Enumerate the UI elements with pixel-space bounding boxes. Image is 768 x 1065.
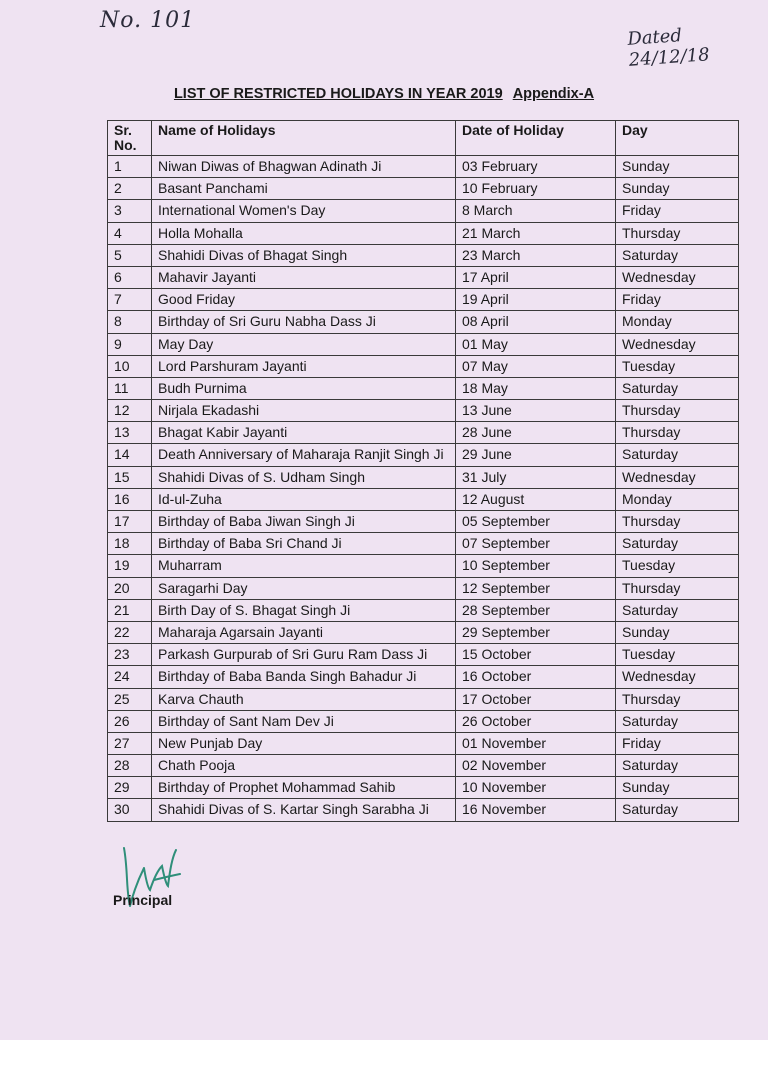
cell-day: Saturday [616, 533, 739, 555]
cell-holiday-name: Chath Pooja [152, 755, 456, 777]
cell-sr-no: 15 [108, 466, 152, 488]
column-header-sr-no: Sr. No. [108, 121, 152, 156]
cell-day: Wednesday [616, 466, 739, 488]
cell-date: 12 September [456, 577, 616, 599]
cell-holiday-name: Mahavir Jayanti [152, 266, 456, 288]
cell-holiday-name: Niwan Diwas of Bhagwan Adinath Ji [152, 156, 456, 178]
cell-date: 10 November [456, 777, 616, 799]
cell-sr-no: 13 [108, 422, 152, 444]
cell-date: 29 June [456, 444, 616, 466]
cell-day: Thursday [616, 400, 739, 422]
cell-holiday-name: Bhagat Kabir Jayanti [152, 422, 456, 444]
holidays-table [107, 120, 739, 822]
cell-sr-no: 16 [108, 488, 152, 510]
cell-holiday-name: Good Friday [152, 289, 456, 311]
cell-date: 19 April [456, 289, 616, 311]
cell-holiday-name: Birth Day of S. Bhagat Singh Ji [152, 599, 456, 621]
cell-holiday-name: Basant Panchami [152, 178, 456, 200]
cell-holiday-name: Budh Purnima [152, 377, 456, 399]
cell-holiday-name: Id-ul-Zuha [152, 488, 456, 510]
cell-holiday-name: Parkash Gurpurab of Sri Guru Ram Dass Ji [152, 644, 456, 666]
table-row [108, 244, 739, 266]
document-title [0, 86, 768, 102]
cell-date: 01 November [456, 732, 616, 754]
table-row [108, 311, 739, 333]
signatory-label: Principal [113, 892, 173, 908]
table-row [108, 666, 739, 688]
table-row [108, 444, 739, 466]
cell-day: Saturday [616, 377, 739, 399]
table-row [108, 156, 739, 178]
cell-holiday-name: Birthday of Baba Sri Chand Ji [152, 533, 456, 555]
cell-holiday-name: Birthday of Prophet Mohammad Sahib [152, 777, 456, 799]
cell-date: 31 July [456, 466, 616, 488]
cell-holiday-name: Birthday of Sri Guru Nabha Dass Ji [152, 311, 456, 333]
cell-day: Saturday [616, 710, 739, 732]
cell-day: Saturday [616, 755, 739, 777]
table-row [108, 355, 739, 377]
cell-sr-no: 17 [108, 511, 152, 533]
cell-date: 23 March [456, 244, 616, 266]
cell-sr-no: 21 [108, 599, 152, 621]
table-row [108, 799, 739, 821]
title-appendix: Appendix-A [512, 86, 595, 102]
cell-sr-no: 6 [108, 266, 152, 288]
cell-sr-no: 8 [108, 311, 152, 333]
handwritten-number: No. 101 [100, 8, 196, 33]
cell-holiday-name: Birthday of Baba Banda Singh Bahadur Ji [152, 666, 456, 688]
cell-date: 26 October [456, 710, 616, 732]
title-main: LIST OF RESTRICTED HOLIDAYS IN YEAR 2019 [173, 86, 503, 102]
table-row [108, 377, 739, 399]
table-row [108, 777, 739, 799]
cell-holiday-name: Muharram [152, 555, 456, 577]
table-row [108, 466, 739, 488]
cell-sr-no: 11 [108, 377, 152, 399]
cell-date: 03 February [456, 156, 616, 178]
cell-day: Wednesday [616, 666, 739, 688]
table-body [108, 156, 739, 822]
table-row [108, 333, 739, 355]
cell-sr-no: 18 [108, 533, 152, 555]
cell-holiday-name: Maharaja Agarsain Jayanti [152, 621, 456, 643]
cell-date: 18 May [456, 377, 616, 399]
cell-sr-no: 5 [108, 244, 152, 266]
cell-holiday-name: Saragarhi Day [152, 577, 456, 599]
cell-date: 10 September [456, 555, 616, 577]
cell-sr-no: 3 [108, 200, 152, 222]
cell-holiday-name: New Punjab Day [152, 732, 456, 754]
cell-sr-no: 2 [108, 178, 152, 200]
cell-sr-no: 9 [108, 333, 152, 355]
cell-day: Saturday [616, 244, 739, 266]
cell-day: Saturday [616, 599, 739, 621]
cell-sr-no: 14 [108, 444, 152, 466]
cell-sr-no: 12 [108, 400, 152, 422]
cell-sr-no: 24 [108, 666, 152, 688]
cell-holiday-name: Shahidi Divas of S. Kartar Singh Sarabha Ji [152, 799, 456, 821]
cell-day: Thursday [616, 422, 739, 444]
column-header-day: Day [616, 121, 739, 156]
table-row [108, 599, 739, 621]
cell-day: Saturday [616, 799, 739, 821]
table-row [108, 488, 739, 510]
table-row [108, 422, 739, 444]
cell-date: 16 October [456, 666, 616, 688]
table-row [108, 266, 739, 288]
cell-holiday-name: Karva Chauth [152, 688, 456, 710]
cell-day: Wednesday [616, 266, 739, 288]
cell-date: 12 August [456, 488, 616, 510]
cell-date: 28 September [456, 599, 616, 621]
cell-date: 01 May [456, 333, 616, 355]
cell-holiday-name: Birthday of Baba Jiwan Singh Ji [152, 511, 456, 533]
cell-holiday-name: Shahidi Divas of S. Udham Singh [152, 466, 456, 488]
cell-sr-no: 10 [108, 355, 152, 377]
cell-holiday-name: Birthday of Sant Nam Dev Ji [152, 710, 456, 732]
signature-mark [110, 840, 190, 920]
cell-holiday-name: Nirjala Ekadashi [152, 400, 456, 422]
handwritten-date: Dated 24/12/18 [626, 25, 711, 71]
table-row [108, 732, 739, 754]
cell-date: 17 October [456, 688, 616, 710]
cell-sr-no: 20 [108, 577, 152, 599]
cell-day: Friday [616, 732, 739, 754]
cell-day: Thursday [616, 511, 739, 533]
cell-date: 13 June [456, 400, 616, 422]
table-row [108, 533, 739, 555]
cell-sr-no: 29 [108, 777, 152, 799]
cell-day: Tuesday [616, 355, 739, 377]
cell-date: 15 October [456, 644, 616, 666]
table-row [108, 755, 739, 777]
cell-sr-no: 28 [108, 755, 152, 777]
table-row [108, 688, 739, 710]
cell-date: 07 May [456, 355, 616, 377]
cell-date: 07 September [456, 533, 616, 555]
cell-day: Sunday [616, 156, 739, 178]
cell-holiday-name: Lord Parshuram Jayanti [152, 355, 456, 377]
column-header-date: Date of Holiday [456, 121, 616, 156]
cell-day: Tuesday [616, 644, 739, 666]
cell-date: 8 March [456, 200, 616, 222]
cell-day: Tuesday [616, 555, 739, 577]
cell-day: Wednesday [616, 333, 739, 355]
table-row [108, 222, 739, 244]
cell-holiday-name: Death Anniversary of Maharaja Ranjit Singh Ji [152, 444, 456, 466]
cell-sr-no: 1 [108, 156, 152, 178]
cell-holiday-name: International Women's Day [152, 200, 456, 222]
cell-day: Friday [616, 289, 739, 311]
cell-date: 28 June [456, 422, 616, 444]
cell-sr-no: 23 [108, 644, 152, 666]
cell-date: 10 February [456, 178, 616, 200]
cell-holiday-name: Shahidi Divas of Bhagat Singh [152, 244, 456, 266]
cell-date: 17 April [456, 266, 616, 288]
column-header-name: Name of Holidays [152, 121, 456, 156]
cell-date: 05 September [456, 511, 616, 533]
cell-date: 16 November [456, 799, 616, 821]
table-row [108, 200, 739, 222]
cell-holiday-name: May Day [152, 333, 456, 355]
cell-sr-no: 7 [108, 289, 152, 311]
cell-sr-no: 4 [108, 222, 152, 244]
cell-day: Thursday [616, 688, 739, 710]
cell-day: Friday [616, 200, 739, 222]
cell-sr-no: 19 [108, 555, 152, 577]
table-row [108, 178, 739, 200]
cell-day: Thursday [616, 222, 739, 244]
cell-sr-no: 25 [108, 688, 152, 710]
table-row [108, 621, 739, 643]
cell-day: Sunday [616, 178, 739, 200]
cell-holiday-name: Holla Mohalla [152, 222, 456, 244]
cell-date: 21 March [456, 222, 616, 244]
table-row [108, 289, 739, 311]
table-row [108, 555, 739, 577]
cell-day: Saturday [616, 444, 739, 466]
cell-day: Sunday [616, 777, 739, 799]
cell-sr-no: 30 [108, 799, 152, 821]
table-row [108, 400, 739, 422]
cell-sr-no: 27 [108, 732, 152, 754]
cell-sr-no: 22 [108, 621, 152, 643]
table-row [108, 577, 739, 599]
cell-sr-no: 26 [108, 710, 152, 732]
cell-day: Monday [616, 311, 739, 333]
cell-date: 08 April [456, 311, 616, 333]
cell-day: Thursday [616, 577, 739, 599]
cell-date: 02 November [456, 755, 616, 777]
cell-day: Sunday [616, 621, 739, 643]
table-row [108, 710, 739, 732]
cell-day: Monday [616, 488, 739, 510]
table-row [108, 511, 739, 533]
table-header-row [108, 121, 739, 156]
cell-date: 29 September [456, 621, 616, 643]
table-row [108, 644, 739, 666]
